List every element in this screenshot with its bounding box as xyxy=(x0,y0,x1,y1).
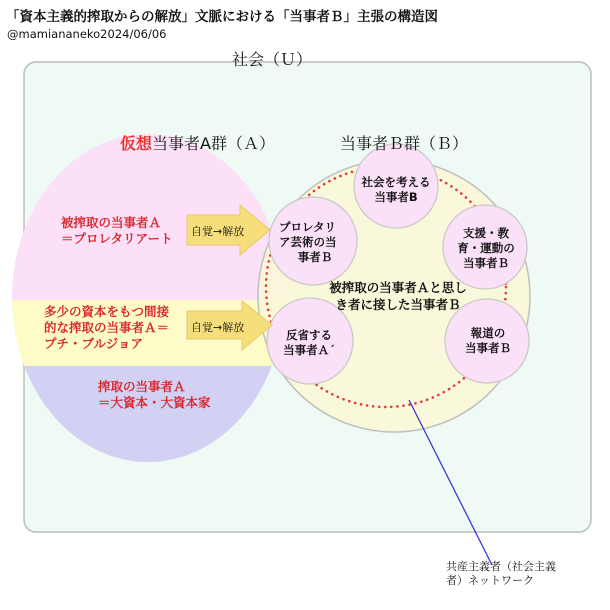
network-label: 共産主義者（社会主義者）ネットワーク xyxy=(446,560,556,587)
center-line-2: き者に接した当事者Ｂ xyxy=(335,297,461,312)
proletariat-line-1: 被搾取の当事者Ａ xyxy=(61,215,162,230)
awakening-text-2: 自覚→解放 xyxy=(191,321,245,334)
proletarian-art-line-3: 事者Ｂ xyxy=(297,250,333,264)
reporting-line-2: 当事者Ｂ xyxy=(465,341,511,355)
page-title: 「資本主義的搾取からの解放」文脈における「当事者Ｂ」主張の構造図 xyxy=(6,9,438,25)
group-b-label: 当事者Ｂ群（Ｂ） xyxy=(340,134,469,153)
society-thinking-line-1: 社会を考える xyxy=(361,175,431,189)
support-label xyxy=(446,226,526,271)
virtual-label: 仮想 xyxy=(120,134,153,153)
reflective-label xyxy=(272,328,346,358)
center-line-1: 被搾取の当事者Ａと思し xyxy=(329,280,467,295)
proletariat-line-2: ＝プロレタリアート xyxy=(61,231,173,246)
proletariat-label xyxy=(61,215,173,247)
reflective-line-1: 反省する xyxy=(286,328,332,342)
society-thinking-line-2: 当事者B xyxy=(374,190,418,204)
group-a-name: 当事者A群（Ａ） xyxy=(152,134,275,153)
awakening-text-1: 自覚→解放 xyxy=(191,225,245,238)
group-a-label xyxy=(120,131,275,154)
society-label: 社会（Ｕ） xyxy=(232,50,313,69)
author-date: @mamiananeko2024/06/06 xyxy=(7,27,167,41)
petit-line-1: 多少の資本をもつ間接 xyxy=(44,304,170,319)
bourgeois-line-1: 搾取の当事者Ａ xyxy=(98,379,186,394)
society-thinking-label xyxy=(354,175,438,205)
bourgeois-label xyxy=(98,379,211,411)
reporting-label xyxy=(448,326,528,356)
petit-line-3: プチ・ブルジョア xyxy=(44,336,143,351)
support-line-2: 育・運動の xyxy=(457,241,515,255)
proletarian-art-label xyxy=(279,220,351,265)
reflective-line-2: 当事者Ａ´ xyxy=(283,343,335,357)
bourgeois-line-2: ＝大資本・大資本家 xyxy=(98,395,211,410)
center-label xyxy=(315,279,481,313)
petit-bourgeois-label xyxy=(44,304,169,352)
reporting-line-1: 報道の xyxy=(470,326,506,340)
support-line-1: 支援・教 xyxy=(463,226,509,240)
support-line-3: 当事者Ｂ xyxy=(463,256,509,270)
proletarian-art-line-2: ア芸術の当 xyxy=(279,235,337,249)
proletarian-art-line-1: プロレタリ xyxy=(279,220,337,234)
petit-line-2: 的な搾取の当事者Ａ＝ xyxy=(44,320,170,335)
